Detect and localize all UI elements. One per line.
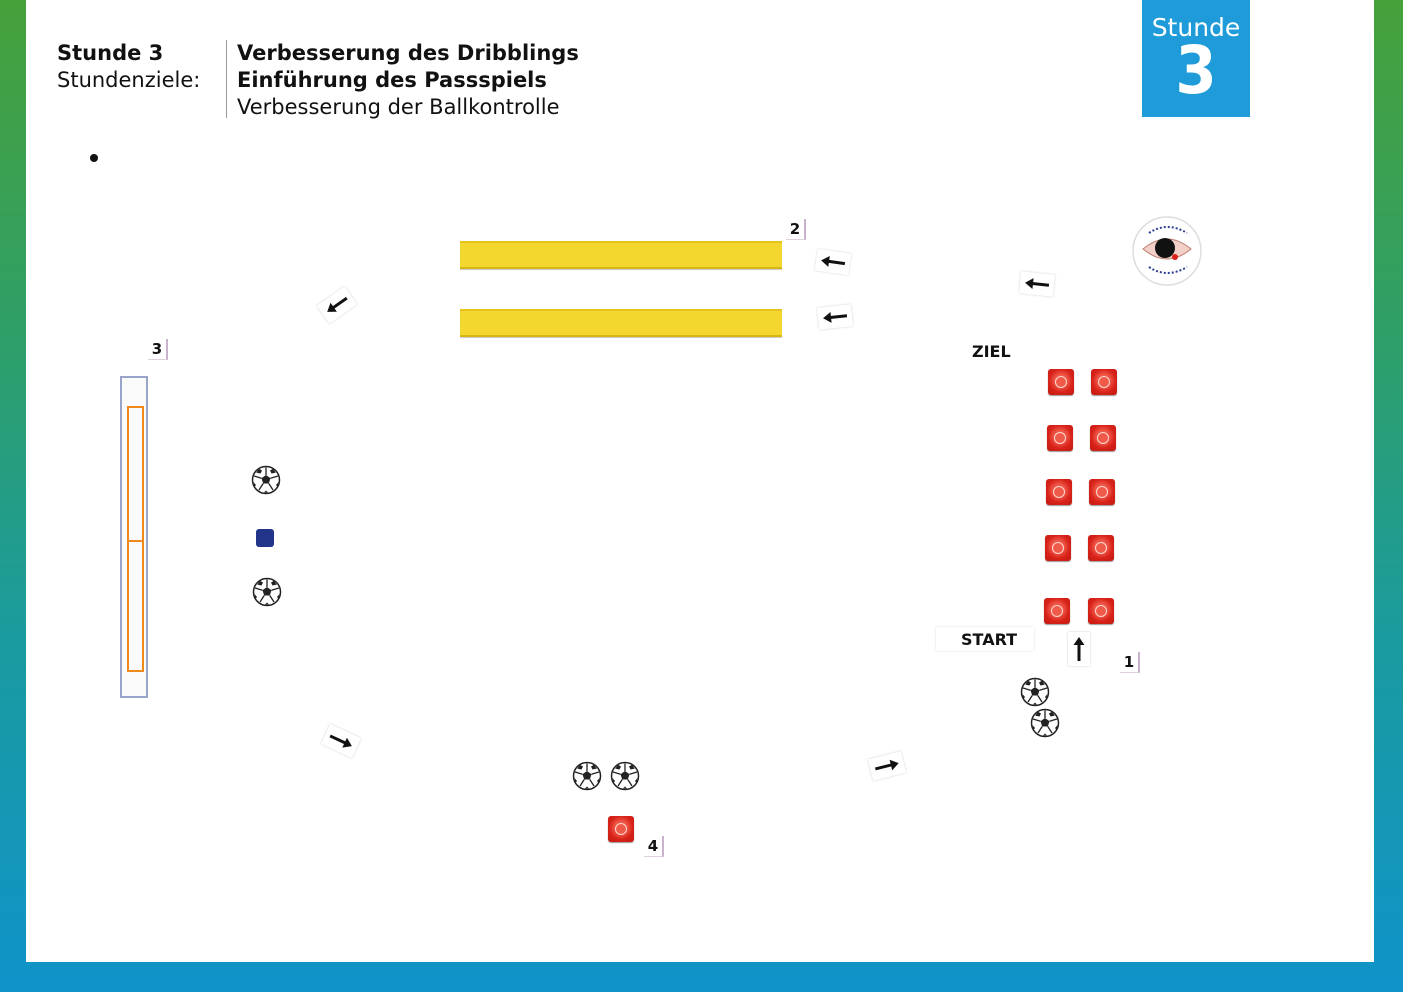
dot-marker — [90, 154, 98, 162]
cone — [1088, 598, 1114, 624]
cone — [1048, 369, 1074, 395]
soccer-ball-icon — [251, 465, 281, 495]
diagram-sheet — [26, 0, 1374, 962]
goal-item: Einführung des Passspiels — [237, 68, 547, 92]
goal-line-label: ZIEL — [972, 342, 1011, 361]
station-4-tag: 4 — [644, 836, 664, 857]
arrow-down-left-icon — [317, 286, 357, 324]
goal-item: Verbesserung der Ballkontrolle — [237, 95, 560, 119]
goal-item: Verbesserung des Dribblings — [237, 41, 579, 65]
goals-label: Stundenziele: — [57, 68, 201, 92]
mini-goal — [120, 376, 148, 698]
arrow-up-right-icon — [868, 751, 906, 781]
arrow-left-icon — [815, 249, 852, 276]
header-divider — [226, 40, 227, 118]
arrow-up-icon — [1068, 632, 1090, 666]
goal-net — [127, 406, 144, 672]
station-2-tag: 2 — [786, 219, 806, 240]
soccer-ball-icon — [252, 577, 282, 607]
cone — [1047, 425, 1073, 451]
arrow-left-icon — [817, 304, 853, 329]
goals-list — [237, 40, 579, 121]
cone — [1046, 479, 1072, 505]
cone — [1044, 598, 1070, 624]
station-1-tag: 1 — [1120, 652, 1140, 673]
cone — [1045, 535, 1071, 561]
whistle-icon — [1131, 215, 1203, 287]
lesson-badge — [1142, 0, 1250, 117]
badge-number: 3 — [1175, 32, 1217, 109]
lesson-label: Stunde 3 — [57, 41, 164, 65]
cone — [1089, 479, 1115, 505]
arrow-down-right-icon — [321, 724, 361, 758]
header-left — [57, 40, 200, 94]
badge-word: Stunde — [1151, 13, 1241, 42]
start-label: START — [961, 630, 1018, 649]
soccer-ball-icon — [610, 761, 640, 791]
cone — [1088, 535, 1114, 561]
station-3-tag: 3 — [148, 339, 168, 360]
cone — [1091, 369, 1117, 395]
soccer-ball-icon — [1030, 708, 1060, 738]
goal-net-divider — [127, 540, 144, 542]
cone — [608, 816, 634, 842]
blue-marker — [256, 529, 274, 547]
arrow-left-icon — [1019, 271, 1055, 296]
bench-upper — [460, 241, 782, 269]
soccer-ball-icon — [572, 761, 602, 791]
soccer-ball-icon — [1020, 677, 1050, 707]
bench-lower — [460, 309, 782, 337]
cone — [1090, 425, 1116, 451]
